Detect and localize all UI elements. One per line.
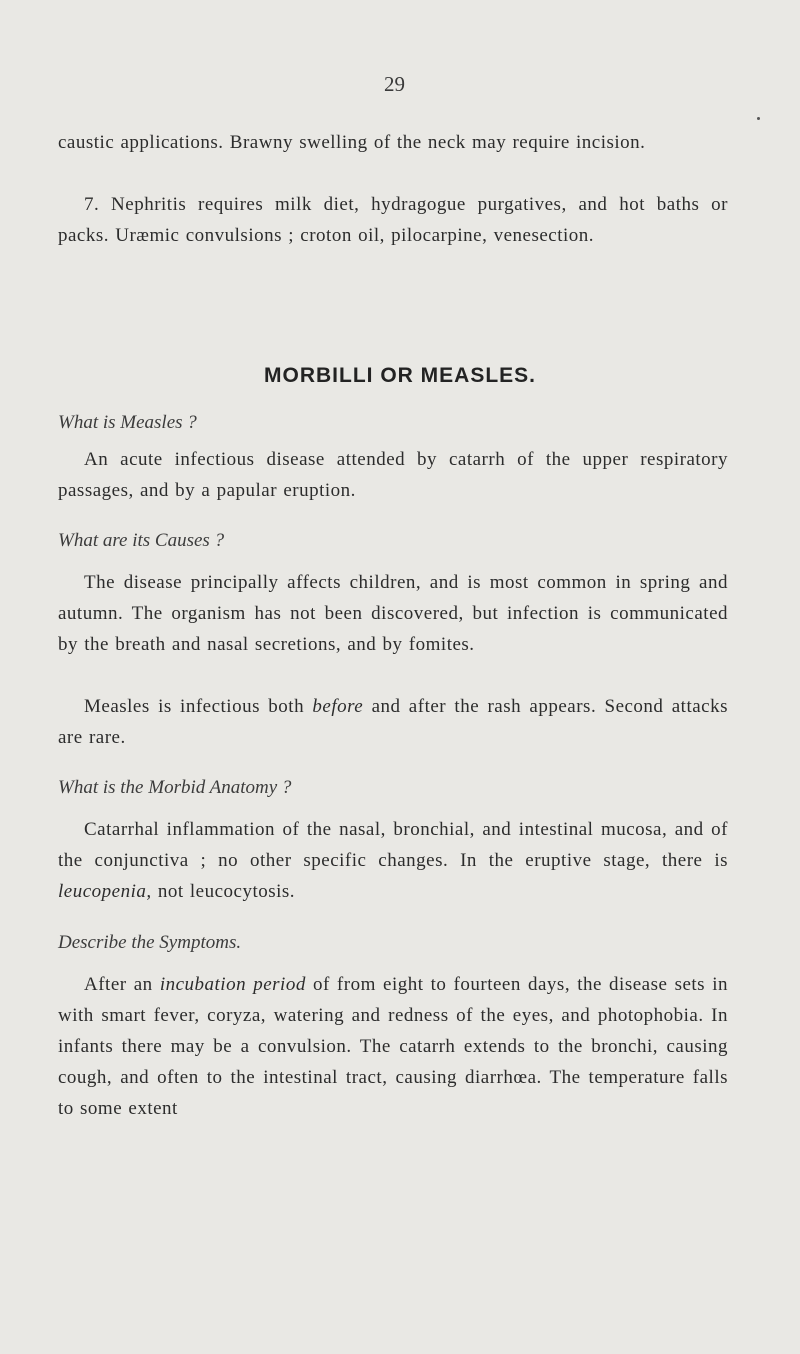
answer-symptoms [58,969,728,1124]
answer-symptoms-emphasis: incubation period [159,974,306,995]
answer-causes-infectivity-b: and after the rash appears. Second attacks are rare. [58,696,729,748]
answer-what-is-measles: An acute infectious disease attended by catarrh of the upper respiratory passages, and by a papular eruption. [58,449,728,501]
intro-paragraph-nephritis: 7. Nephritis requires milk diet, hydragogue purgatives, and hot baths or packs. Uræmic convulsions ; croton oil, pilocarpine, venesection. [58,194,728,246]
question-causes: What are its Causes ? [58,530,225,551]
answer-causes: The disease principally affects children, and is most common in spring and autumn. The organism has not been discovered, but infection is communicated by the breath and nasal secretions, and by fomites. [58,572,728,655]
question-symptoms: Describe the Symptoms. [58,932,242,953]
answer-morbid-anatomy-emphasis: leucopenia, [58,881,152,902]
page-number: 29 [384,72,405,96]
answer-morbid-anatomy-a: Catarrhal inflammation of the nasal, bronchial, and intestinal mucosa, and of the conjunctiva ; no other specific changes. In the eruptive stage, there is [58,819,728,871]
answer-symptoms-b: of from eight to fourteen days, the disease sets in with smart fever, coryza, watering and redness of the eyes, and photophobia. In infants there may be a convulsion. The catarrh extends to the bronchi, causing cough, and often to the intestinal tract, causing diarrhœa. The temperature falls to some extent [58,974,728,1119]
intro-continuation: caustic applications. Brawny swelling of the neck may require incision. [58,132,646,153]
question-what-is-measles: What is Measles ? [58,412,197,433]
answer-symptoms-a: After an [84,974,160,995]
question-morbid-anatomy: What is the Morbid Anatomy ? [58,777,292,798]
answer-causes-infectivity [58,691,728,753]
answer-morbid-anatomy [58,814,728,907]
answer-causes-infectivity-emphasis: before [312,696,364,717]
section-title: MORBILLI OR MEASLES. [264,364,536,387]
answer-morbid-anatomy-b: not leucocytosis. [151,881,296,902]
answer-causes-infectivity-a: Measles is infectious both [84,696,313,717]
margin-mark [757,117,760,120]
